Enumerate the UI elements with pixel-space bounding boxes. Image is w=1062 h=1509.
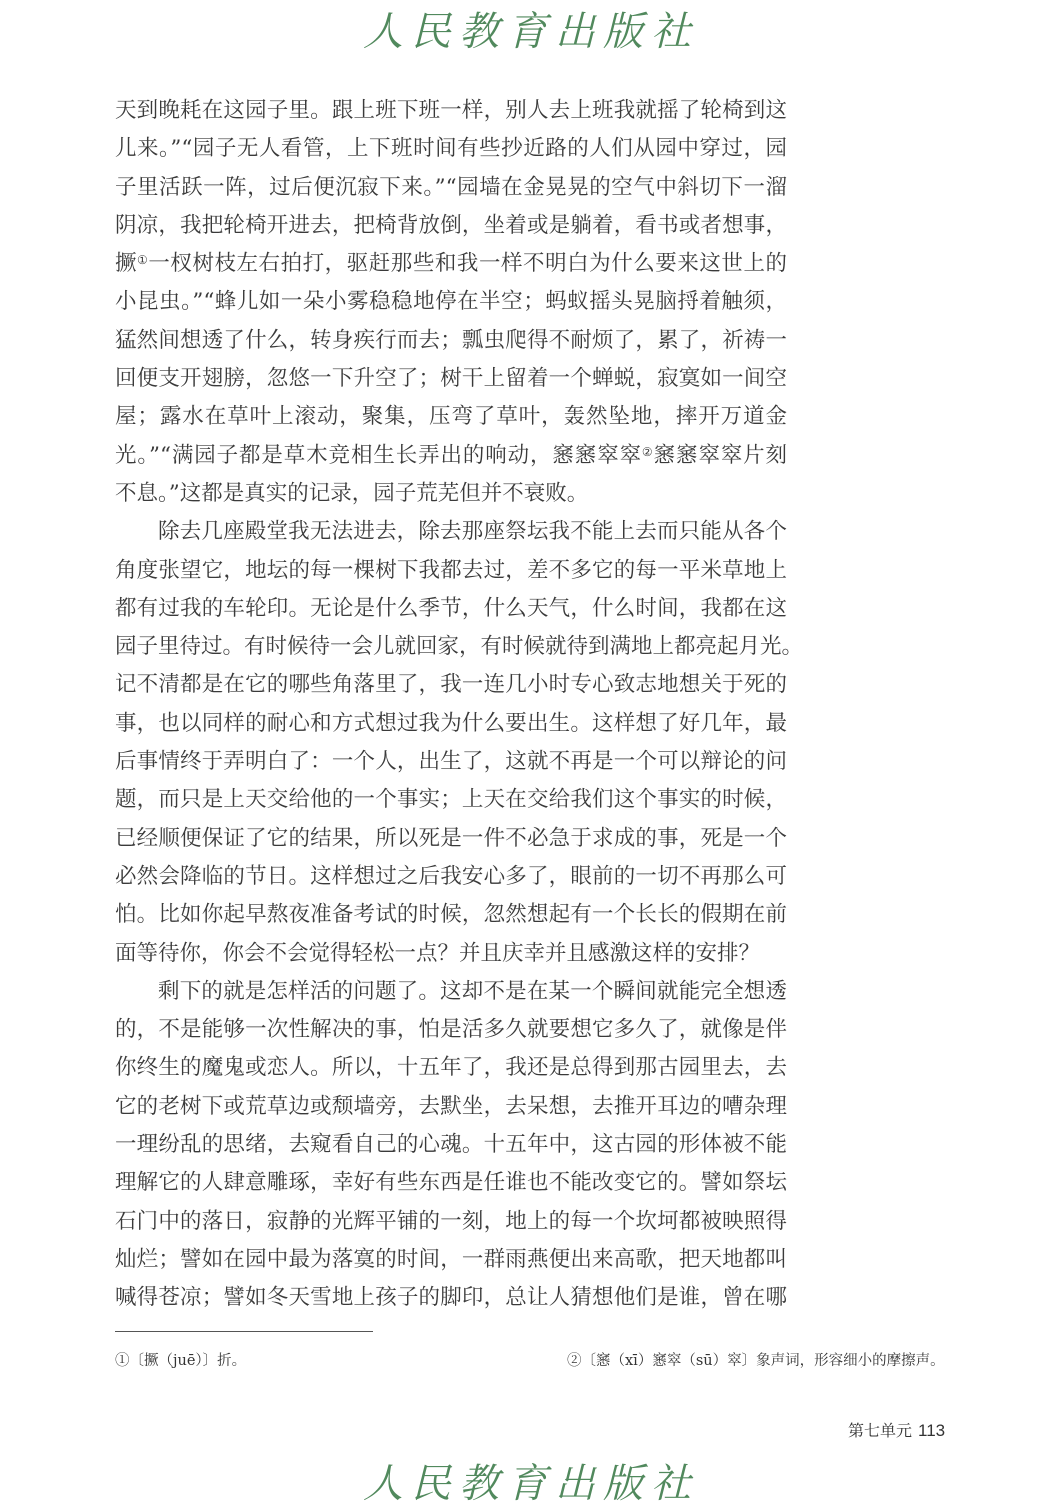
text-segment: 光。”“满园子都是草木竞相生长弄出的响动，窸窸窣窣 <box>115 442 642 468</box>
text-segment: 阴凉，我把轮椅开进去，把椅背放倒，坐着或是躺着，看书或者想事， <box>115 212 787 238</box>
text-segment: 撅 <box>115 251 138 277</box>
footnote-1: ①〔撅（juē）〕折。 <box>115 1353 247 1369</box>
text-line <box>115 283 787 321</box>
text-segment: 喊得苍凉；譬如冬天雪地上孩子的脚印，总让人猜想他们是谁，曾在哪 <box>115 1285 787 1311</box>
text-line <box>115 628 804 666</box>
text-line <box>115 666 787 704</box>
text-line <box>115 1011 787 1049</box>
text-segment: 后事情终于弄明白了：一个人，出生了，这就不再是一个可以辩论的问 <box>115 749 787 775</box>
text-segment: 剩下的就是怎样活的问题了。这却不是在某一个瞬间就能完全想透 <box>158 978 787 1004</box>
text-segment: 你终生的魔鬼或恋人。所以，十五年了，我还是总得到那古园里去，去 <box>115 1055 787 1081</box>
text-segment: 一杈树枝左右拍打，驱赶那些和我一样不明白为什么要来这世上的 <box>148 251 787 277</box>
text-segment: 猛然间想透了什么，转身疾行而去；瓢虫爬得不耐烦了，累了，祈祷一 <box>115 327 787 353</box>
text-segment: 灿烂；譬如在园中最为落寞的时间，一群雨燕便出来高歌，把天地都叫 <box>115 1246 787 1272</box>
text-line <box>115 475 787 513</box>
text-segment: 除去几座殿堂我无法进去，除去那座祭坛我不能上去而只能从各个 <box>158 519 787 545</box>
text-line <box>115 92 787 130</box>
text-line <box>115 169 787 207</box>
text-segment: 石门中的落日，寂静的光辉平铺的一刻，地上的每一个坎坷都被映照得 <box>115 1208 787 1234</box>
footnote-2: ②〔窸（xī）窸窣（sū）窣〕象声词，形容细小的摩擦声。 <box>567 1353 945 1369</box>
text-line <box>115 322 787 360</box>
text-line <box>115 1049 787 1087</box>
text-segment: 必然会降临的节日。这样想过之后我安心多了，眼前的一切不再那么可 <box>115 863 787 889</box>
text-line <box>115 743 787 781</box>
text-segment: 儿来。”“园子无人看管，上下班时间有些抄近路的人们从园中穿过，园 <box>115 136 787 162</box>
text-line <box>115 245 787 283</box>
footnote-divider <box>115 1331 373 1332</box>
text-line <box>115 781 787 819</box>
text-line <box>115 1088 787 1126</box>
text-line <box>115 1203 787 1241</box>
text-segment: 角度张望它，地坛的每一棵树下我都去过，差不多它的每一平米草地上 <box>115 557 787 583</box>
text-segment: 怕。比如你起早熬夜准备考试的时候，忽然想起有一个长长的假期在前 <box>115 902 787 928</box>
text-line <box>115 513 787 551</box>
text-segment: 已经顺便保证了它的结果，所以死是一件不必急于求成的事，死是一个 <box>115 825 787 851</box>
text-segment: 题，而只是上天交给他的一个事实；上天在交给我们这个事实的时候， <box>115 787 787 813</box>
footnote-marker: ① <box>137 253 149 268</box>
text-line <box>115 1279 787 1317</box>
text-segment: 子里活跃一阵，过后便沉寂下来。”“园墙在金晃晃的空气中斜切下一溜 <box>115 174 787 200</box>
text-line <box>115 437 787 475</box>
text-segment: 天到晚耗在这园子里。跟上班下班一样，别人去上班我就摇了轮椅到这 <box>115 98 787 123</box>
page-number: 113 <box>918 1421 946 1440</box>
text-segment: 回便支开翅膀，忽悠一下升空了；树干上留着一个蝉蜕，寂寞如一间空 <box>115 366 787 392</box>
text-line <box>115 820 787 858</box>
text-line <box>115 130 787 168</box>
publisher-watermark-top: 人民教育出版社 <box>363 9 699 55</box>
text-line <box>115 1126 787 1164</box>
text-segment: 都有过我的车轮印。无论是什么季节，什么天气，什么时间，我都在这 <box>115 595 787 621</box>
text-segment: 记不清都是在它的哪些角落里了，我一连几小时专心致志地想关于死的 <box>115 672 787 698</box>
unit-label: 第七单元 <box>848 1421 913 1440</box>
text-segment: 的，不是能够一次性解决的事，怕是活多久就要想它多久了，就像是伴 <box>115 1017 787 1043</box>
publisher-watermark-bottom: 人民教育出版社 <box>363 1461 699 1507</box>
text-line <box>115 398 787 436</box>
text-line <box>115 590 787 628</box>
text-segment: 园子里待过。有时候待一会儿就回家，有时候就待到满地上都亮起月光。 <box>115 634 804 660</box>
text-line <box>115 896 787 934</box>
page-footer <box>848 1418 945 1441</box>
text-segment: 它的老树下或荒草边或颓墙旁，去默坐，去呆想，去推开耳边的嘈杂理 <box>115 1093 787 1119</box>
text-segment: 不息。”这都是真实的记录，园子荒芜但并不衰败。 <box>115 480 589 506</box>
text-line <box>115 552 787 590</box>
text-line <box>115 360 787 398</box>
text-line <box>115 935 787 973</box>
text-line <box>115 973 787 1011</box>
text-segment: 事，也以同样的耐心和方式想过我为什么要出生。这样想了好几年，最 <box>115 710 787 736</box>
text-segment: 一理纷乱的思绪，去窥看自己的心魂。十五年中，这古园的形体被不能 <box>115 1132 787 1158</box>
text-segment: 屋；露水在草叶上滚动，聚集，压弯了草叶，轰然坠地，摔开万道金 <box>115 404 787 430</box>
text-line <box>115 858 787 896</box>
text-line <box>115 705 787 743</box>
text-segment: 理解它的人肆意雕琢，幸好有些东西是任谁也不能改变它的。譬如祭坛 <box>115 1170 787 1196</box>
text-segment: 面等待你，你会不会觉得轻松一点？并且庆幸并且感激这样的安排？ <box>115 940 761 966</box>
text-segment: 小昆虫。”“蜂儿如一朵小雾稳稳地停在半空；蚂蚁摇头晃脑捋着触须， <box>115 289 787 315</box>
article-body <box>115 92 804 1318</box>
text-line <box>115 1241 787 1279</box>
footnote-marker: ② <box>641 444 654 459</box>
text-line <box>115 1164 787 1202</box>
text-line <box>115 207 787 245</box>
text-segment: 窸窸窣窣片刻 <box>653 442 787 468</box>
